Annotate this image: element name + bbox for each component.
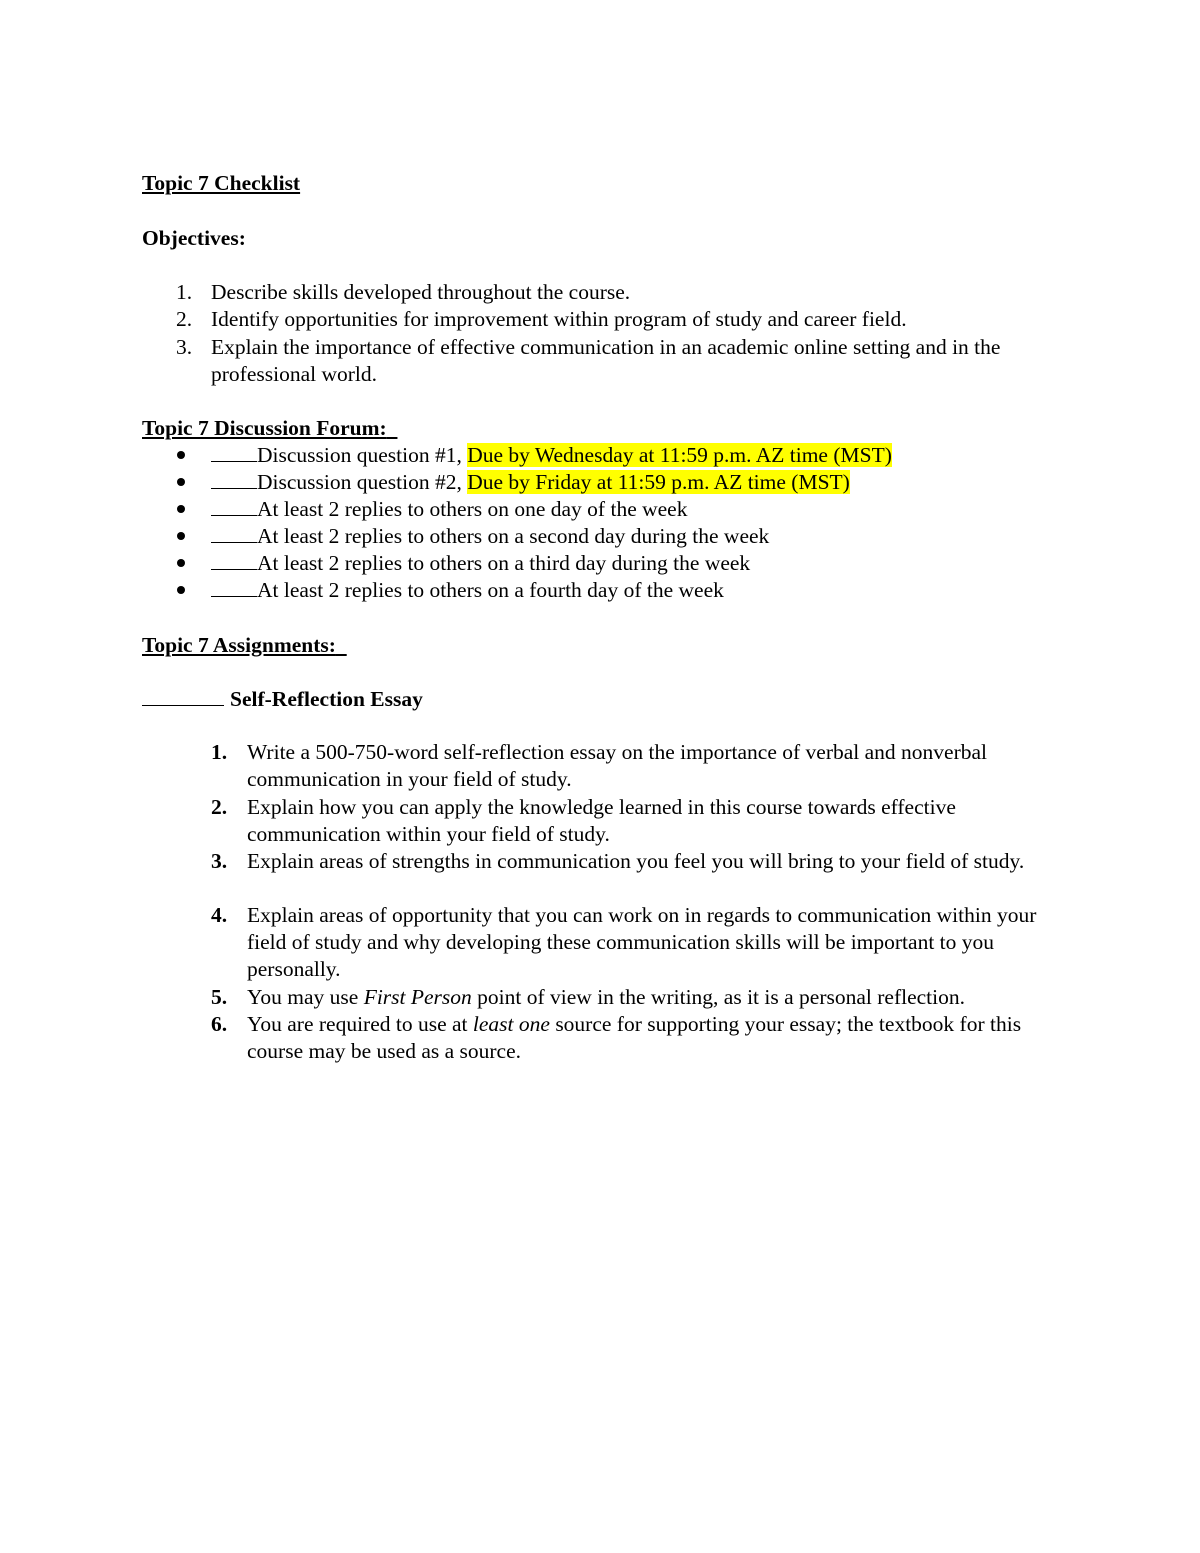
discussion-item-text: At least 2 replies to others on a second day during the week: [257, 524, 770, 548]
assignment-item: Write a 500-750-word self-reflection essay on the importance of verbal and nonverbal communication in your field of study.: [247, 740, 988, 792]
objective-number: 2.: [176, 307, 193, 331]
discussion-item: [211, 523, 769, 550]
discussion-item: [211, 469, 850, 496]
emphasis-text: First Person: [363, 985, 472, 1009]
assignment-number: 1.: [211, 740, 228, 764]
page-title: Topic 7 Checklist: [142, 171, 301, 195]
assignment-item: Explain areas of opportunity that you can work on in regards to communication within your field of study and why developing these communication skills will be important to you personally.: [247, 903, 1037, 982]
assignment-number: 4.: [211, 903, 228, 927]
objectives-heading: Objectives:: [142, 226, 246, 250]
discussion-item: [211, 496, 687, 523]
bullet-icon: [177, 532, 185, 540]
assignment-item-text: source for supporting your essay; the textbook for this course may be used as a source.: [247, 1012, 1022, 1064]
checkbox-blank[interactable]: [211, 496, 257, 516]
assignment-item: [247, 984, 1077, 1011]
discussion-item-text: Discussion question #2,: [257, 470, 468, 494]
assignment-item-text: You are required to use at: [247, 1012, 473, 1036]
assignment-number: 3.: [211, 849, 228, 873]
checkbox-blank[interactable]: [211, 469, 257, 489]
bullet-icon: [177, 586, 185, 594]
assignments-heading-text: Topic 7 Assignments:: [142, 633, 336, 657]
assignment-number: 2.: [211, 795, 228, 819]
bullet-icon: [177, 451, 185, 459]
checkbox-blank[interactable]: [211, 523, 257, 543]
due-date-highlight: Due by Friday at 11:59 p.m. AZ time (MST): [467, 470, 850, 494]
bullet-icon: [177, 478, 185, 486]
discussion-item: [211, 550, 750, 577]
objective-number: 1.: [176, 280, 193, 304]
assignment-number: 6.: [211, 1012, 228, 1036]
discussion-heading-text: Topic 7 Discussion Forum:: [142, 416, 387, 440]
objective-item: Describe skills developed throughout the course.: [211, 280, 631, 304]
discussion-item: [211, 442, 892, 469]
checkbox-blank[interactable]: [211, 577, 257, 597]
assignment-item: [247, 1011, 1062, 1065]
discussion-item-text: At least 2 replies to others on one day of the week: [257, 497, 688, 521]
bullet-icon: [177, 559, 185, 567]
objective-item: Explain the importance of effective communication in an academic online setting and in the professional world.: [211, 335, 1001, 387]
checkbox-blank[interactable]: [211, 442, 257, 462]
bullet-icon: [177, 505, 185, 513]
essay-title: Self-Reflection Essay: [230, 687, 423, 711]
discussion-item-text: At least 2 replies to others on a third day during the week: [257, 551, 751, 575]
assignments-heading: [142, 632, 347, 659]
assignment-item-text: You may use: [247, 985, 364, 1009]
discussion-item-text: Discussion question #1,: [257, 443, 468, 467]
checkbox-blank[interactable]: [142, 687, 224, 706]
assignment-number: 5.: [211, 985, 228, 1009]
due-date-highlight: Due by Wednesday at 11:59 p.m. AZ time (MST): [467, 443, 892, 467]
essay-title-line: [142, 686, 423, 713]
assignment-item: Explain areas of strengths in communication you feel you will bring to your field of study.: [247, 849, 1025, 873]
checkbox-blank[interactable]: [211, 550, 257, 570]
objective-number: 3.: [176, 335, 193, 359]
assignment-item: Explain how you can apply the knowledge learned in this course towards effective communication within your field of study.: [247, 795, 956, 847]
assignment-item-text: point of view in the writing, as it is a personal reflection.: [471, 985, 965, 1009]
objective-item: Identify opportunities for improvement within program of study and career field.: [211, 307, 907, 331]
emphasis-text: least one: [472, 1012, 550, 1036]
discussion-heading: [142, 415, 397, 442]
discussion-item-text: At least 2 replies to others on a fourth day of the week: [257, 578, 724, 602]
discussion-item: [211, 577, 724, 604]
